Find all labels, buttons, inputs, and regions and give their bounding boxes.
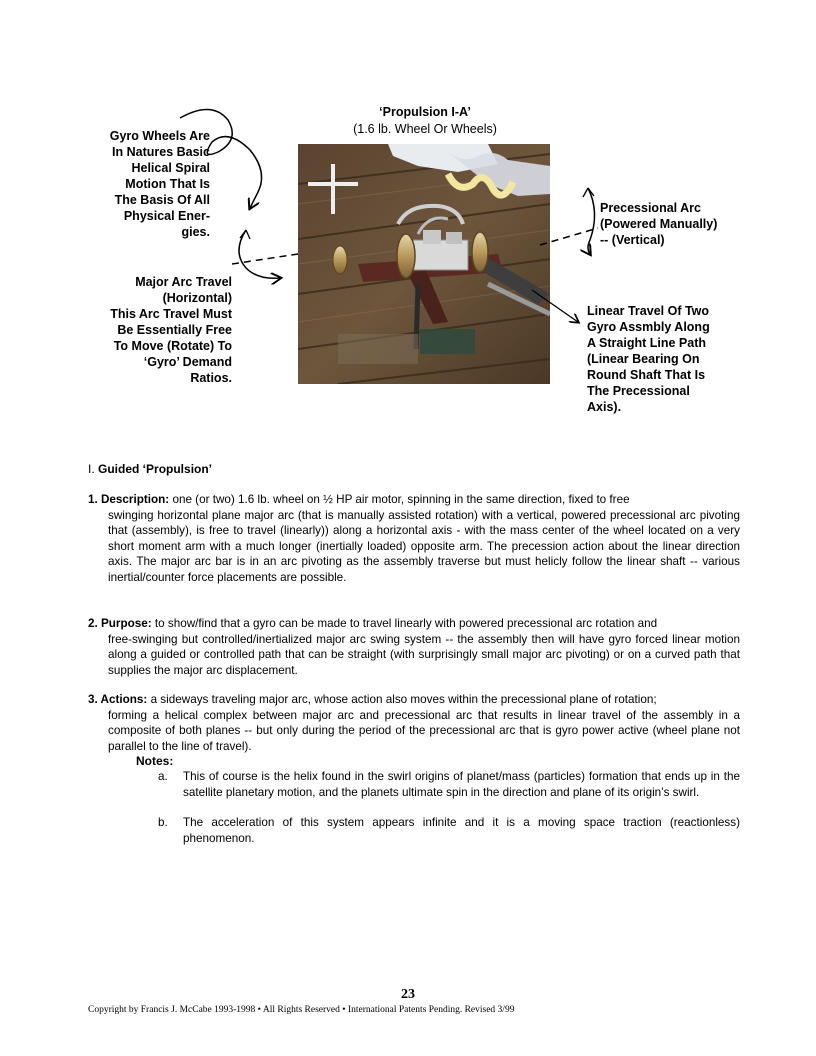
callout-line: Motion That Is (125, 177, 210, 191)
item-first-line: a sideways traveling major arc, whose action also moves within the precessional plane of rotation; (150, 693, 657, 706)
callout-line: Precessional Arc (600, 201, 701, 215)
notes-heading: Notes: (136, 754, 174, 768)
page-number: 23 (401, 987, 415, 1002)
note-a (158, 769, 740, 800)
callout-line: (Powered Manually) (600, 217, 718, 231)
item-actions (88, 692, 740, 754)
note-text: The acceleration of this system appears infinite and it is a moving space traction (reactionless) phenomenon. (183, 816, 740, 845)
note-b (158, 815, 740, 846)
note-text: This of course is the helix found in the swirl origins of planet/mass (particles) formation that ends up in the satellite planetary motion, and the planets ultimate spin in the direction and plane of its origin’s swirl. (183, 770, 740, 799)
note-marker: b. (158, 816, 168, 829)
major-arc-arrow (239, 230, 280, 278)
callout-line: Gyro Wheels Are (109, 129, 210, 143)
callout-line: Physical Ener- (123, 209, 210, 223)
section-title: Guided ‘Propulsion’ (98, 462, 213, 476)
helix-arrow (180, 109, 262, 208)
linear-travel-leader (532, 290, 578, 322)
item-body: free-swinging but controlled/inertialized major arc swing system -- the assembly then will have gyro forced linear motion along a guided or controlled path that can be straight (with surprisingly small major arc pivoting) or on a curved path that supplies the major arc displacement. (108, 632, 740, 677)
item-label: 2. Purpose: (88, 617, 152, 630)
figure-arrows (0, 0, 816, 440)
item-purpose (88, 616, 740, 678)
callout-line: Linear Travel Of Two (587, 304, 710, 318)
callout-line: A Straight Line Path (587, 336, 706, 350)
item-label: 3. Actions: (88, 693, 148, 706)
section-heading (88, 462, 212, 476)
item-body: forming a helical complex between major arc and precessional arc that results in linear travel of the assembly in a composite of both planes -- but only during the period of the precessional arc that is gyro power active (wheel plane not parallel to the line of travel). (108, 708, 740, 753)
item-first-line: to show/find that a gyro can be made to travel linearly with powered precessional arc rotation and (154, 617, 658, 630)
callout-line: The Precessional (587, 384, 690, 398)
figure-title-main: ‘Propulsion I-A’ (379, 105, 471, 119)
item-label: 1. Description: (88, 493, 170, 506)
item-body: swinging horizontal plane major arc (that is manually assisted rotation) with a vertical, powered precessional arc pivoting that (assembly), is free to travel (linearly)) along a horizontal axis - with the mass center of the wheel located on a very short moment arm with a much longer (inertially loaded) opposite arm. The precession action about the linear direction axis. The major arc bar is in an arc pivoting as the assembly traverse but must helicly follow the linear shaft -- various inertial/counter force placements are possible. (108, 508, 740, 584)
callout-line: To Move (Rotate) To (113, 339, 232, 353)
callout-line: In Natures Basic (112, 145, 210, 159)
callout-line: ‘Gyro’ Demand (143, 355, 232, 369)
callout-line: Gyro Assmbly Along (587, 320, 710, 334)
item-first-line: one (or two) 1.6 lb. wheel on ½ HP air motor, spinning in the same direction, fixed to free (172, 493, 630, 506)
item-description (88, 492, 740, 585)
callout-line: The Basis Of All (114, 193, 210, 207)
callout-line: Axis). (587, 400, 622, 414)
callout-line: Ratios. (190, 371, 232, 385)
precessional-arrow (588, 188, 595, 254)
callout-line: (Linear Bearing On (587, 352, 700, 366)
callout-line: Round Shaft That Is (587, 368, 706, 382)
note-marker: a. (158, 770, 168, 783)
callout-line: -- (Vertical) (600, 233, 665, 247)
copyright-footer: Copyright by Francis J. McCabe 1993-1998 • All Rights Reserved • International Patents Pending. Revised 3/99 (88, 1005, 515, 1015)
callout-line: Major Arc Travel (135, 275, 232, 289)
callout-line: This Arc Travel Must (110, 307, 232, 321)
callout-line: Be Essentially Free (117, 323, 232, 337)
callout-line: gies. (181, 225, 210, 239)
callout-line: Helical Spiral (131, 161, 210, 175)
section-numeral: I. (88, 462, 95, 476)
figure-subtitle: (1.6 lb. Wheel Or Wheels) (353, 122, 497, 136)
callout-line: (Horizontal) (162, 291, 232, 305)
